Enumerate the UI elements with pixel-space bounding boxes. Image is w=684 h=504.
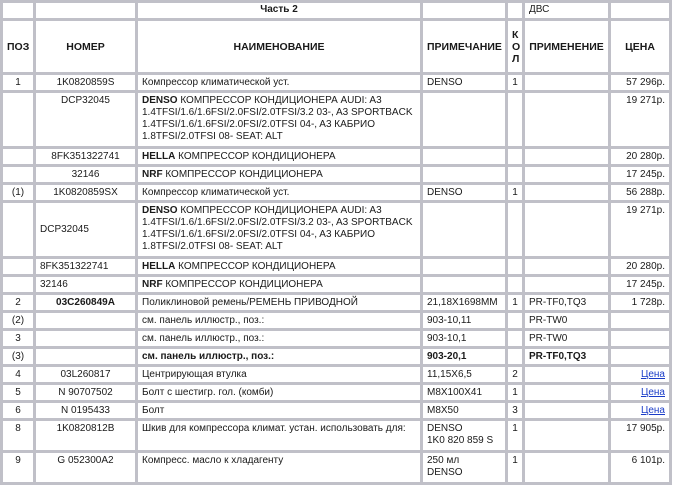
price-cell: 1 728р. <box>610 294 671 312</box>
pos-cell <box>2 92 35 148</box>
table-row <box>2 366 671 384</box>
note-cell <box>422 92 507 148</box>
price-cell <box>610 402 671 420</box>
part-number: N 0195433 <box>35 402 137 420</box>
part-name <box>137 348 422 366</box>
qty-cell <box>507 312 524 330</box>
part-name-text: Компрессор климатической уст. <box>142 77 290 88</box>
table-row <box>2 74 671 92</box>
section-cell-note <box>422 2 507 20</box>
table-row <box>2 92 671 148</box>
note-cell: 11,15X6,5 <box>422 366 507 384</box>
table-row <box>2 452 671 484</box>
note-cell: 903-10,11 <box>422 312 507 330</box>
part-number: 03L260817 <box>35 366 137 384</box>
note-cell: M8X100X41 <box>422 384 507 402</box>
part-number: DCP32045 <box>35 202 137 258</box>
table-row <box>2 384 671 402</box>
application-cell <box>524 74 610 92</box>
application-cell <box>524 384 610 402</box>
part-number <box>35 330 137 348</box>
application-cell <box>524 92 610 148</box>
part-name-text: Поликлиновой ремень/РЕМЕНЬ ПРИВОДНОЙ <box>142 297 358 308</box>
pos-cell: (2) <box>2 312 35 330</box>
qty-cell: 1 <box>507 452 524 484</box>
application-cell <box>524 452 610 484</box>
note-line-1: DENSO <box>427 423 463 434</box>
part-name-text: см. панель иллюстр., поз.: <box>142 333 265 344</box>
part-number: G 052300A2 <box>35 452 137 484</box>
pos-cell: 5 <box>2 384 35 402</box>
part-name <box>137 294 422 312</box>
part-name <box>137 258 422 276</box>
pos-cell: (3) <box>2 348 35 366</box>
table-row <box>2 166 671 184</box>
part-name <box>137 184 422 202</box>
application-cell: PR-TW0 <box>524 330 610 348</box>
part-name-text: Компрессор климатической уст. <box>142 187 290 198</box>
pos-cell: 8 <box>2 420 35 452</box>
part-name <box>137 402 422 420</box>
header-note: ПРИМЕЧАНИЕ <box>422 20 507 74</box>
note-cell: 903-20,1 <box>422 348 507 366</box>
note-cell <box>422 148 507 166</box>
part-number: 8FK351322741 <box>35 258 137 276</box>
application-cell: PR-TF0,TQ3 <box>524 294 610 312</box>
part-name-text: КОМПРЕССОР КОНДИЦИОНЕРА AUDI: A3 1.4TFSI/1.6/1.6FSI/2.0FSI/2.0TFSI/3.2 03-, A3 SPORTBACK 1.4TFSI/1.6/1.6FSI/2.0FSI/2.0TFSI 04-, A3 КАБРИО 1.8TFSI/2.0TFSI 08- SEAT: ALT <box>142 95 413 142</box>
part-name <box>137 166 422 184</box>
brand-label: HELLA <box>142 261 176 272</box>
table-row <box>2 258 671 276</box>
application-cell <box>524 184 610 202</box>
price-cell: 20 280р. <box>610 258 671 276</box>
part-name <box>137 148 422 166</box>
pos-cell: 6 <box>2 402 35 420</box>
table-row <box>2 348 671 366</box>
brand-label: DENSO <box>142 95 178 106</box>
part-number: 03C260849A <box>35 294 137 312</box>
price-cell <box>610 366 671 384</box>
part-number: 8FK351322741 <box>35 148 137 166</box>
application-cell: PR-TW0 <box>524 312 610 330</box>
part-name <box>137 452 422 484</box>
table-row <box>2 184 671 202</box>
note-cell: 21,18X1698MM <box>422 294 507 312</box>
part-number: 1K0820812B <box>35 420 137 452</box>
pos-cell: (1) <box>2 184 35 202</box>
note-cell: 903-10,1 <box>422 330 507 348</box>
header-application: ПРИМЕНЕНИЕ <box>524 20 610 74</box>
qty-cell <box>507 258 524 276</box>
header-qty-k: К <box>512 29 519 41</box>
qty-cell: 1 <box>507 420 524 452</box>
qty-cell <box>507 166 524 184</box>
part-name <box>137 330 422 348</box>
part-name-text: Болт <box>142 405 165 416</box>
pos-cell <box>2 276 35 294</box>
application-cell <box>524 202 610 258</box>
qty-cell <box>507 202 524 258</box>
qty-cell: 1 <box>507 294 524 312</box>
part-name-text: КОМПРЕССОР КОНДИЦИОНЕРА <box>162 169 323 180</box>
application-cell <box>524 258 610 276</box>
part-name-text: КОМПРЕССОР КОНДИЦИОНЕРА <box>175 151 336 162</box>
part-number: DCP32045 <box>35 92 137 148</box>
part-number <box>35 348 137 366</box>
price-cell: 17 905р. <box>610 420 671 452</box>
pos-cell: 2 <box>2 294 35 312</box>
part-name <box>137 384 422 402</box>
note-cell <box>422 276 507 294</box>
price-cell: 19 271р. <box>610 92 671 148</box>
application-cell <box>524 166 610 184</box>
qty-cell <box>507 348 524 366</box>
part-name <box>137 366 422 384</box>
qty-cell: 3 <box>507 402 524 420</box>
price-cell <box>610 312 671 330</box>
brand-label: NRF <box>142 279 163 290</box>
section-title: Часть 2 <box>137 2 422 20</box>
price-cell: 20 280р. <box>610 148 671 166</box>
pos-cell <box>2 258 35 276</box>
price-cell: 17 245р. <box>610 166 671 184</box>
price-cell <box>610 330 671 348</box>
qty-cell: 1 <box>507 74 524 92</box>
note-cell: M8X50 <box>422 402 507 420</box>
header-qty-l: Л <box>512 53 520 65</box>
header-pos: ПОЗ <box>2 20 35 74</box>
price-cell <box>610 384 671 402</box>
part-name <box>137 420 422 452</box>
note-cell <box>422 452 507 484</box>
note-cell: DENSO <box>422 74 507 92</box>
header-name: НАИМЕНОВАНИЕ <box>137 20 422 74</box>
note-line-1: 250 мл <box>427 455 460 466</box>
header-price: ЦЕНА <box>610 20 671 74</box>
qty-cell <box>507 92 524 148</box>
application-cell <box>524 402 610 420</box>
note-line-2: 1K0 820 859 S <box>427 435 494 446</box>
note-cell <box>422 166 507 184</box>
price-cell: 56 288р. <box>610 184 671 202</box>
table-row <box>2 402 671 420</box>
section-cell-price <box>610 2 671 20</box>
part-name-text: Болт с шестигр. гол. (комби) <box>142 387 274 398</box>
part-number <box>35 312 137 330</box>
price-cell: 57 296р. <box>610 74 671 92</box>
part-name <box>137 92 422 148</box>
table-row <box>2 420 671 452</box>
pos-cell: 4 <box>2 366 35 384</box>
part-name-text: КОМПРЕССОР КОНДИЦИОНЕРА <box>162 279 323 290</box>
header-qty <box>507 20 524 74</box>
brand-label: HELLA <box>142 151 176 162</box>
price-link[interactable]: Цена <box>640 405 665 416</box>
part-number: 1K0820859S <box>35 74 137 92</box>
qty-cell: 1 <box>507 184 524 202</box>
application-cell <box>524 420 610 452</box>
part-number: 32146 <box>35 166 137 184</box>
part-name <box>137 312 422 330</box>
header-row <box>2 20 671 74</box>
qty-cell: 2 <box>507 366 524 384</box>
header-qty-o: О <box>512 41 521 53</box>
part-number: 1K0820859SX <box>35 184 137 202</box>
brand-label: DENSO <box>142 205 178 216</box>
pos-cell <box>2 202 35 258</box>
part-name <box>137 74 422 92</box>
brand-label: NRF <box>142 169 163 180</box>
price-link[interactable]: Цена <box>640 369 665 380</box>
price-cell <box>610 348 671 366</box>
part-name-text: Шкив для компрессора климат. устан. использовать для: <box>142 423 406 434</box>
pos-cell: 1 <box>2 74 35 92</box>
application-cell <box>524 148 610 166</box>
part-number: 32146 <box>35 276 137 294</box>
price-cell: 17 245р. <box>610 276 671 294</box>
note-line-2: DENSO <box>427 467 463 478</box>
part-number: N 90707502 <box>35 384 137 402</box>
table-row <box>2 294 671 312</box>
qty-cell: 1 <box>507 384 524 402</box>
application-cell <box>524 366 610 384</box>
part-name-text: см. панель иллюстр., поз.: <box>142 315 265 326</box>
part-name-text: см. панель иллюстр., поз.: <box>142 351 275 362</box>
section-cell-pos <box>2 2 35 20</box>
table-row <box>2 276 671 294</box>
part-name <box>137 276 422 294</box>
pos-cell <box>2 166 35 184</box>
qty-cell <box>507 148 524 166</box>
section-cell-number <box>35 2 137 20</box>
table-row <box>2 312 671 330</box>
qty-cell <box>507 276 524 294</box>
note-cell <box>422 202 507 258</box>
note-cell <box>422 420 507 452</box>
table-row <box>2 148 671 166</box>
application-cell <box>524 276 610 294</box>
part-name-text: КОМПРЕССОР КОНДИЦИОНЕРА AUDI: A3 1.4TFSI/1.6/1.6FSI/2.0FSI/2.0TFSI/3.2 03-, A3 SPORTBACK 1.4TFSI/1.6/1.6FSI/2.0FSI/2.0TFSI 04-, A3 КАБРИО 1.8TFSI/2.0TFSI 08- SEAT: ALT <box>142 205 413 252</box>
pos-cell <box>2 148 35 166</box>
section-row <box>2 2 671 20</box>
part-name <box>137 202 422 258</box>
part-name-text: Компресс. масло к хладагенту <box>142 455 284 466</box>
engine-label: ДВС <box>524 2 610 20</box>
pos-cell: 3 <box>2 330 35 348</box>
section-cell-qty <box>507 2 524 20</box>
part-name-text: Центрирующая втулка <box>142 369 247 380</box>
price-cell: 19 271р. <box>610 202 671 258</box>
note-cell <box>422 258 507 276</box>
header-number: НОМЕР <box>35 20 137 74</box>
application-cell: PR-TF0,TQ3 <box>524 348 610 366</box>
table-row <box>2 202 671 258</box>
price-cell: 6 101р. <box>610 452 671 484</box>
pos-cell: 9 <box>2 452 35 484</box>
note-cell: DENSO <box>422 184 507 202</box>
part-name-text: КОМПРЕССОР КОНДИЦИОНЕРА <box>175 261 336 272</box>
price-link[interactable]: Цена <box>640 387 665 398</box>
qty-cell <box>507 330 524 348</box>
table-row <box>2 330 671 348</box>
